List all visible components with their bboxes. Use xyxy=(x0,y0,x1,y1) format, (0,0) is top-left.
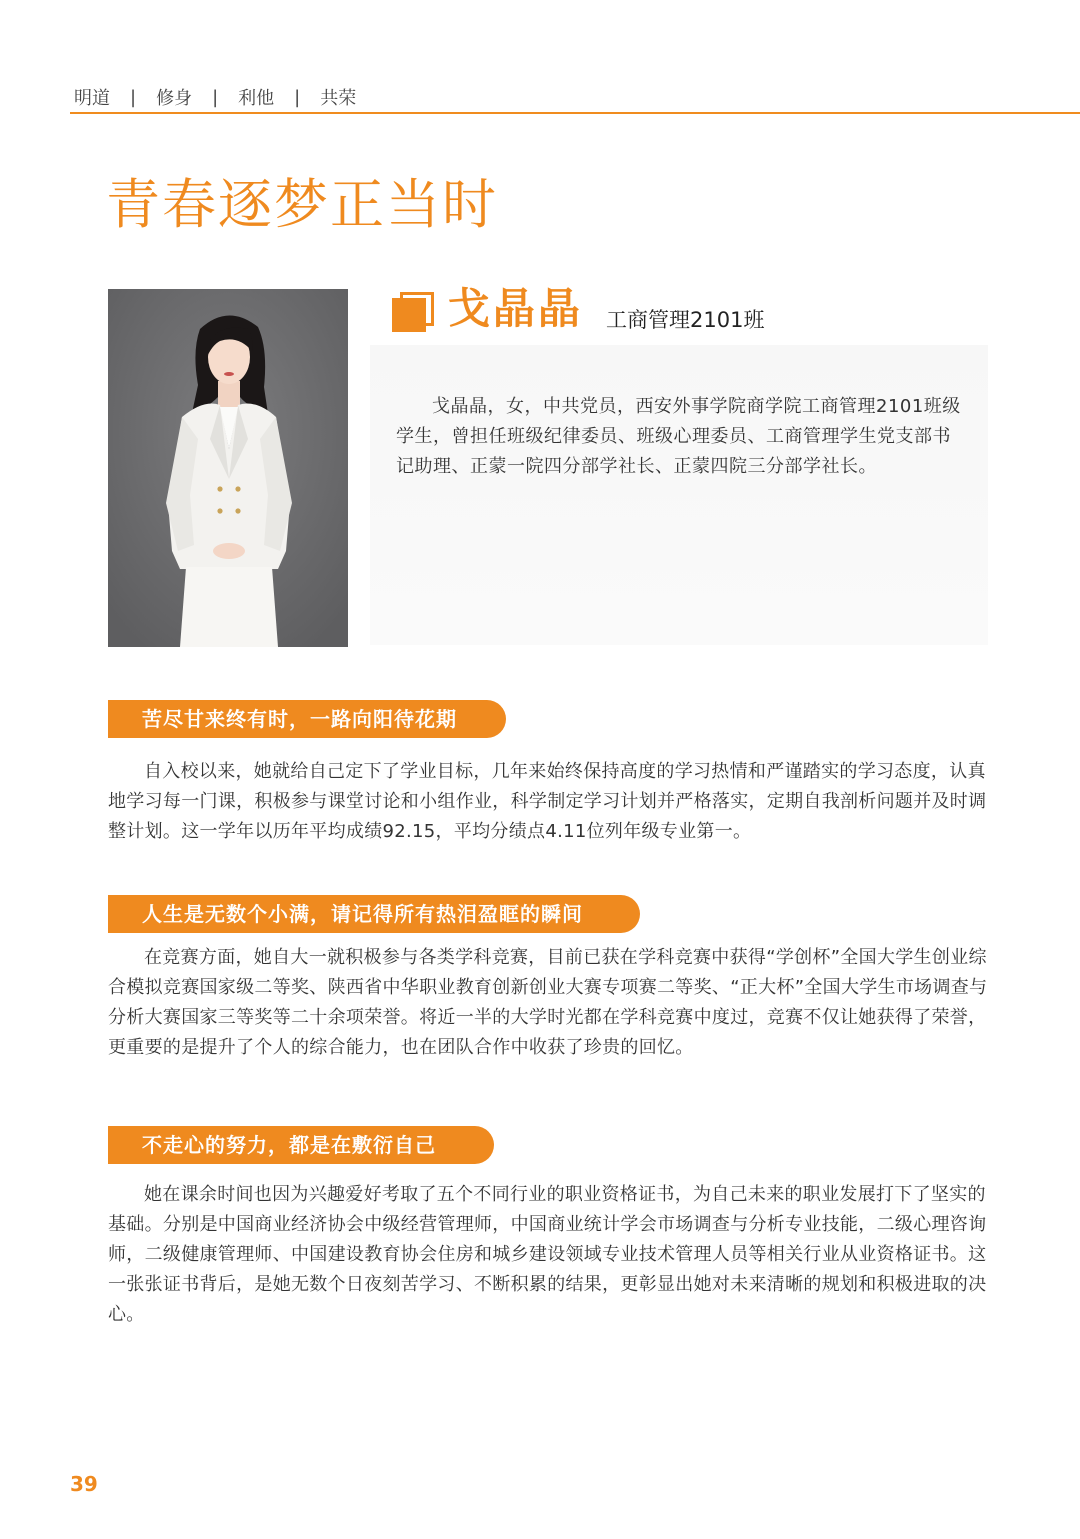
section-body: 她在课余时间也因为兴趣爱好考取了五个不同行业的职业资格证书，为自己未来的职业发展打下了坚实的基础。分别是中国商业经济协会中级经营管理师，中国商业统计学会市场调查与分析专业技能，二级心理咨询师，二级健康管理师、中国建设教育协会住房和城乡建设领域专业技术管理人员等相关行业从业资格证书。这一张张证书背后，是她无数个日夜刻苦学习、不断积累的结果，更彰显出她对未来清晰的规划和积极进取的决心。 xyxy=(108,1184,987,1325)
nav-item-xiushen: 修身 xyxy=(156,88,193,109)
section-heading: 人生是无数个小满，请记得所有热泪盈眶的瞬间 xyxy=(108,895,640,933)
profile-intro: 戈晶晶，女，中共党员，西安外事学院商学院工商管理2101班级学生，曾担任班级纪律委员、班级心理委员、工商管理学生党支部书记助理、正蒙一院四分部学社长、正蒙四院三分部学社长。 xyxy=(396,396,961,477)
person-class: 工商管理2101班 xyxy=(606,308,765,332)
person-name: 戈晶晶 xyxy=(448,284,584,333)
portrait-figure xyxy=(108,289,348,647)
header-divider xyxy=(70,112,1080,114)
section-heading: 苦尽甘来终有时，一路向阳待花期 xyxy=(108,700,506,738)
nav-item-lita: 利他 xyxy=(238,88,275,109)
portrait-photo xyxy=(108,289,348,647)
double-square-icon xyxy=(392,292,434,332)
section-heading: 不走心的努力，都是在敷衍自己 xyxy=(108,1126,494,1164)
page-title: 青春逐梦正当时 xyxy=(106,173,498,236)
nav-item-mingdao: 明道 xyxy=(74,88,110,109)
section-body: 自入校以来，她就给自己定下了学业目标，几年来始终保持高度的学习热情和严谨踏实的学习态度，认真地学习每一门课，积极参与课堂讨论和小组作业，科学制定学习计划并严格落实，定期自我剖析问题并及时调整计划。这一学年以历年平均成绩92.15，平均分绩点4.11位列年级专业第一。 xyxy=(108,761,987,842)
section-body: 在竞赛方面，她自大一就积极参与各类学科竞赛，目前已获在学科竞赛中获得“学创杯”全国大学生创业综合模拟竞赛国家级二等奖、陕西省中华职业教育创新创业大赛专项赛二等奖、“正大杯”全国大学生市场调查与分析大赛国家三等奖等二十余项荣誉。将近一半的大学时光都在学科竞赛中度过，竞赛不仅让她获得了荣誉，更重要的是提升了个人的综合能力，也在团队合作中收获了珍贵的回忆。 xyxy=(108,947,988,1058)
nav-item-gongrong: 共荣 xyxy=(320,88,357,109)
profile-panel xyxy=(370,345,988,645)
page-number: 39 xyxy=(70,1472,98,1496)
nav-separator: | xyxy=(212,86,219,108)
header-nav xyxy=(74,84,356,110)
nav-separator: | xyxy=(130,86,137,108)
nav-separator: | xyxy=(294,86,301,108)
